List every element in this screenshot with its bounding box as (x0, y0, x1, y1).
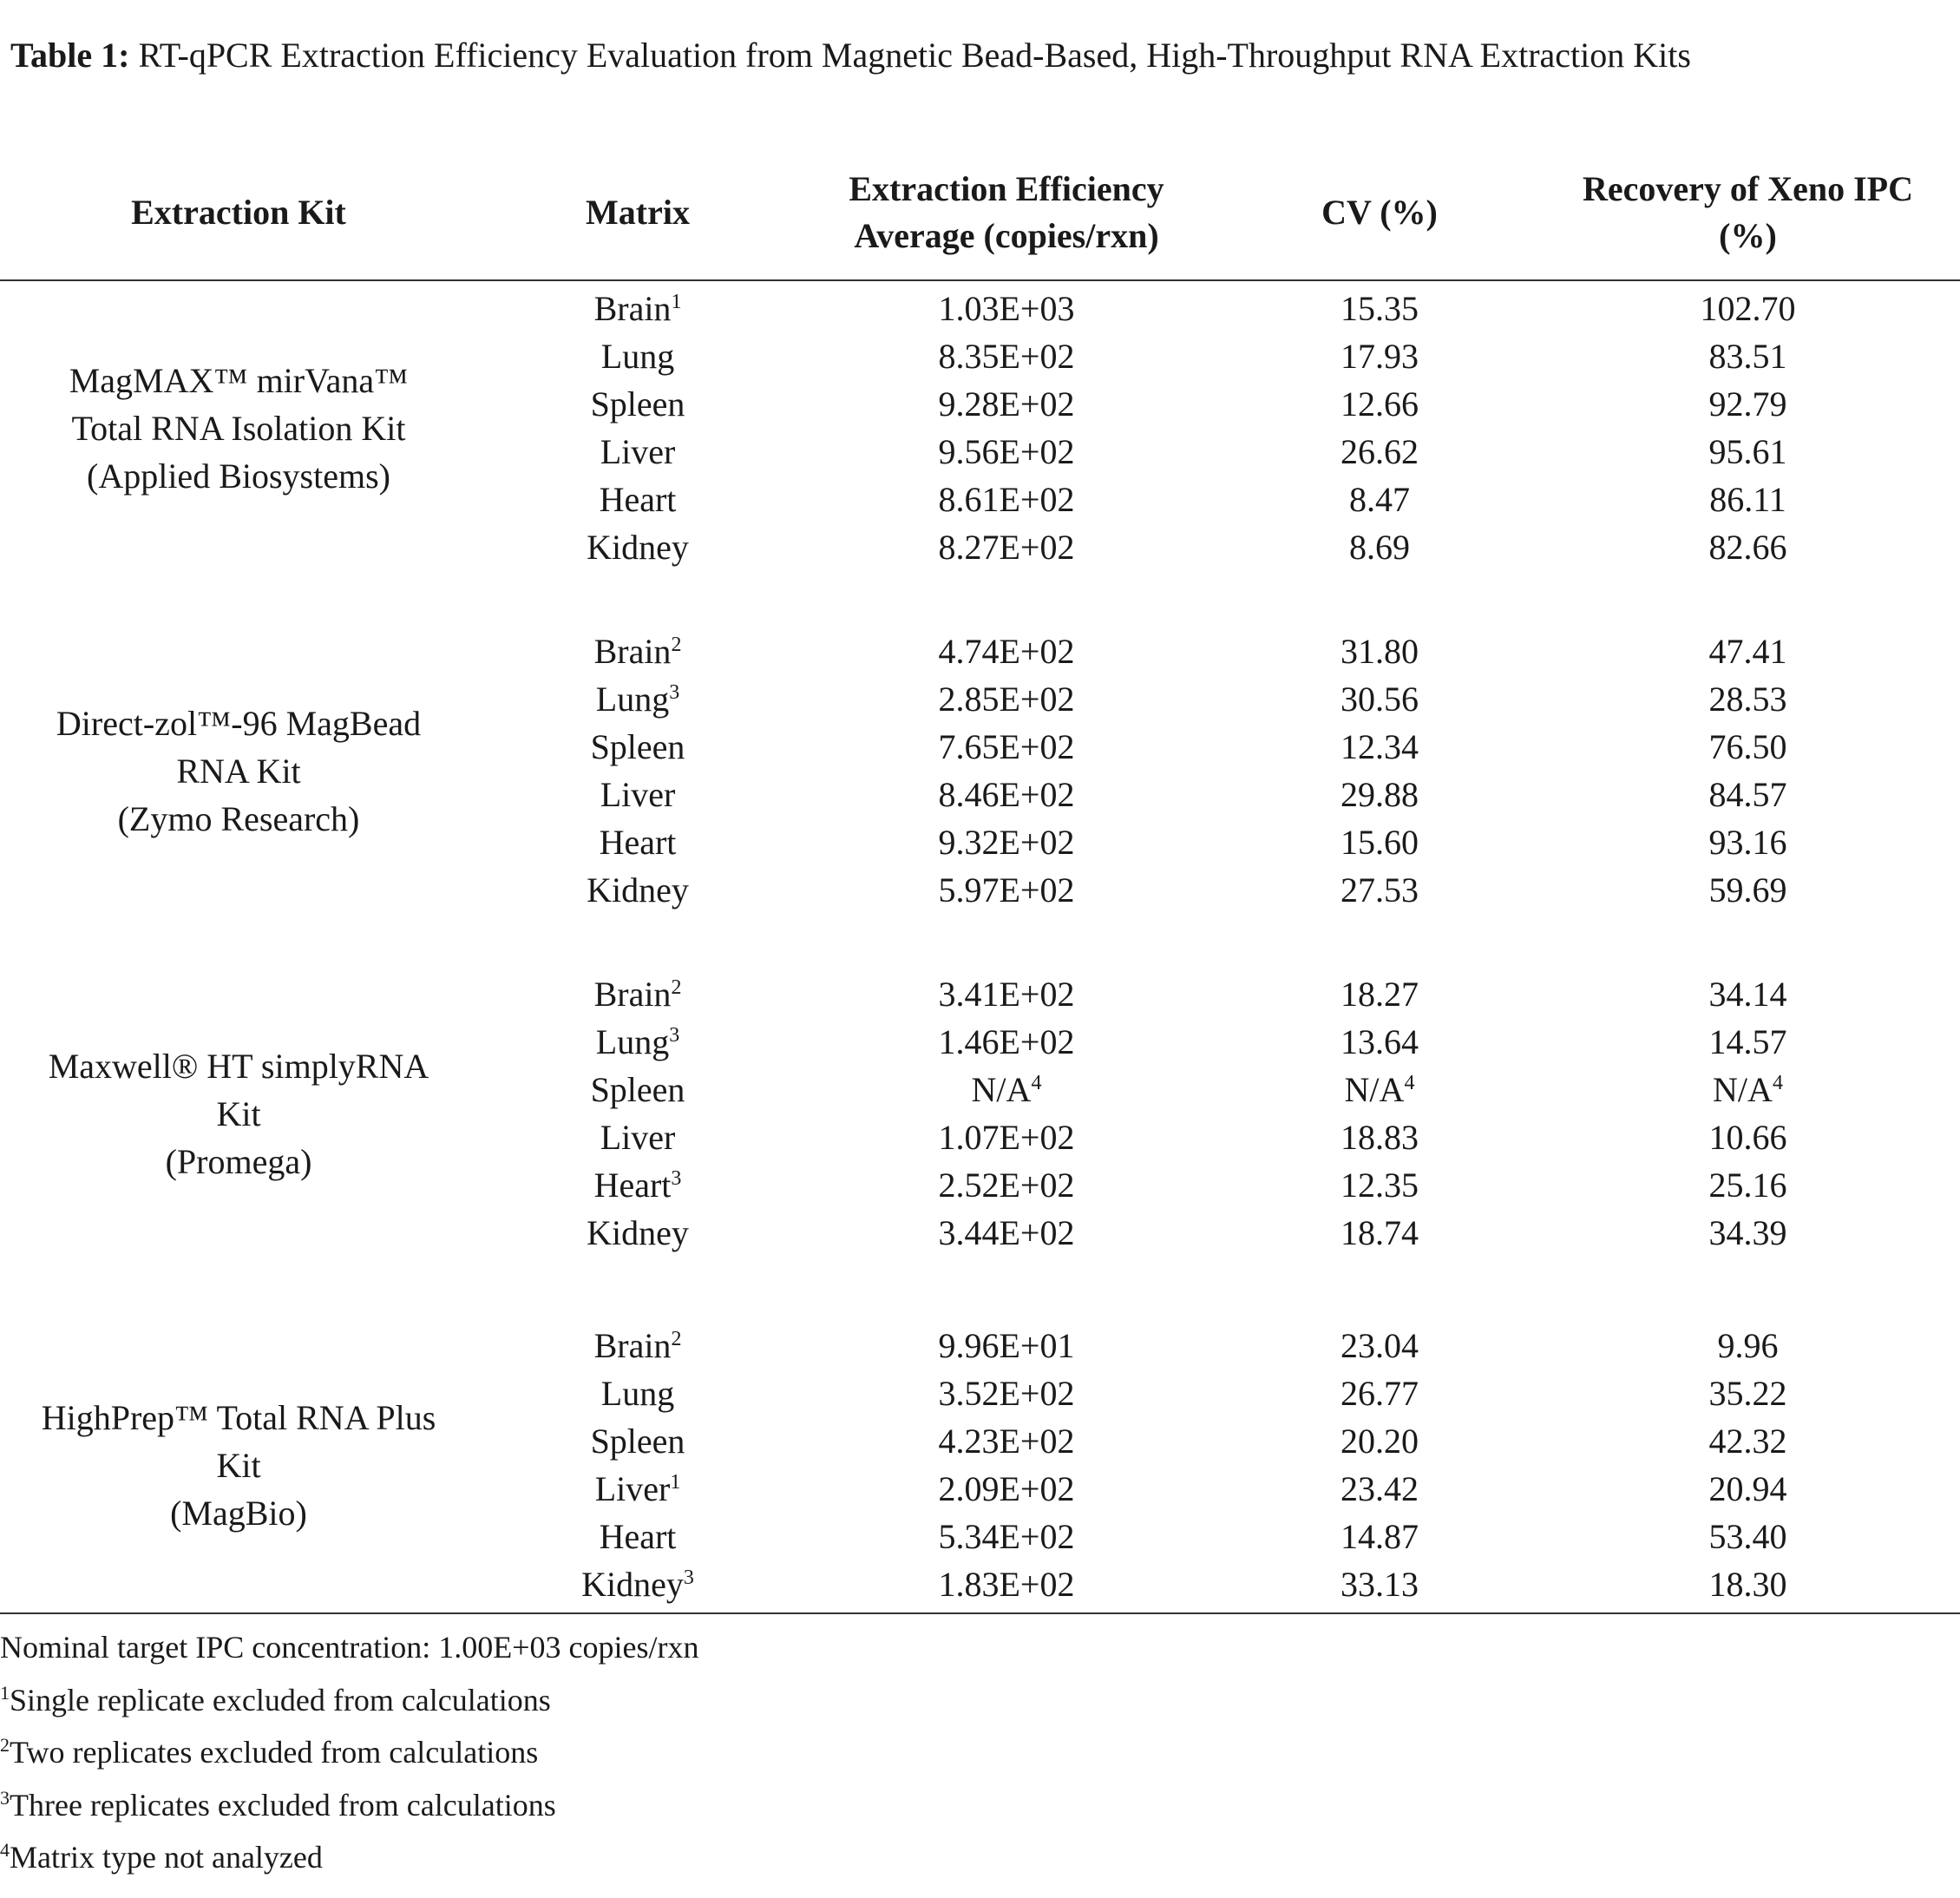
cv-cell: 20.20 (1341, 1422, 1419, 1461)
table-title-label: Table 1: (10, 36, 130, 75)
recovery-cell: 84.57 (1708, 775, 1787, 814)
efficiency-cell: 8.61E+02 (938, 480, 1075, 519)
footnote-marker: 3 (669, 1024, 680, 1047)
efficiency-cell: 9.32E+02 (938, 823, 1075, 862)
footnote-number: 3 (0, 1786, 10, 1809)
efficiency-cell: 4.74E+02 (938, 632, 1075, 671)
table-row (0, 866, 1960, 914)
efficiency-cell: 5.97E+02 (938, 870, 1075, 910)
table-title-text: RT-qPCR Extraction Efficiency Evaluation from Magnetic Bead-Based, High-Throughput RNA Extraction Kits (138, 36, 1691, 75)
footnote-number: 1 (0, 1681, 10, 1704)
kit-group (0, 627, 1960, 914)
kit-name-line: Maxwell® HT simplyRNA (48, 1046, 429, 1086)
efficiency-cell: 3.52E+02 (938, 1374, 1075, 1413)
cv-cell: 18.27 (1341, 975, 1419, 1014)
footnote-marker: 1 (670, 1471, 681, 1494)
matrix-cell: Kidney (587, 870, 689, 910)
table-row (0, 1066, 1960, 1113)
efficiency-cell: 9.56E+02 (938, 432, 1075, 471)
recovery-cell: 9.96 (1717, 1326, 1779, 1365)
cv-cell: 23.04 (1341, 1326, 1419, 1365)
recovery-cell: 35.22 (1708, 1374, 1787, 1413)
table-row (0, 380, 1960, 428)
matrix-cell: Brain$^1$ (593, 289, 682, 328)
table-row (0, 476, 1960, 523)
matrix-cell: Liver (600, 1118, 676, 1157)
cv-cell: 23.42 (1341, 1469, 1419, 1508)
footnote-text: Nominal target IPC concentration: 1.00E+03 copies/rxn (0, 1630, 699, 1665)
table-row (0, 1018, 1960, 1066)
matrix-cell: Kidney$^3$ (581, 1565, 694, 1604)
efficiency-cell: 9.96E+01 (938, 1326, 1075, 1365)
table-bottom-rule (0, 1612, 1960, 1614)
kit-group (0, 1322, 1960, 1608)
footnote (0, 1674, 698, 1727)
table-header (0, 148, 1960, 278)
matrix-cell: Brain$^2$ (593, 1326, 682, 1365)
recovery-cell: 14.57 (1708, 1022, 1787, 1061)
header-extraction-kit: Extraction Kit (131, 193, 346, 232)
recovery-cell: $N/A^4$ (1713, 1070, 1783, 1109)
efficiency-cell: 2.85E+02 (938, 680, 1075, 719)
recovery-cell: 59.69 (1708, 870, 1787, 910)
footnote (0, 1726, 698, 1779)
recovery-cell: 34.39 (1708, 1213, 1787, 1252)
matrix-cell: Heart$^3$ (593, 1166, 682, 1205)
footnote (0, 1621, 698, 1674)
header-cv: CV (%) (1321, 193, 1438, 232)
table-row (0, 285, 1960, 332)
table-row (0, 970, 1960, 1018)
table-row (0, 818, 1960, 866)
recovery-cell: 86.11 (1709, 480, 1786, 519)
cv-cell: 26.62 (1341, 432, 1419, 471)
table-title (10, 35, 1691, 76)
cv-cell: 8.47 (1349, 480, 1410, 519)
efficiency-cell: 1.03E+03 (938, 289, 1075, 328)
efficiency-cell: 8.27E+02 (938, 528, 1075, 567)
efficiency-cell: 8.46E+02 (938, 775, 1075, 814)
cv-cell: $N/A^4$ (1344, 1070, 1415, 1109)
matrix-cell: Lung (600, 337, 675, 376)
efficiency-cell: 3.41E+02 (938, 975, 1075, 1014)
table-row (0, 1417, 1960, 1465)
kit-name-line: Direct-zol™-96 MagBead (56, 703, 422, 743)
kit-name-line: Kit (216, 1445, 261, 1485)
cv-cell: 30.56 (1341, 680, 1419, 719)
kit-name-line: (Applied Biosystems) (87, 456, 390, 496)
cv-cell: 12.35 (1341, 1166, 1419, 1205)
footnote-marker: 2 (671, 1328, 682, 1350)
matrix-cell: Spleen (590, 727, 685, 766)
recovery-cell: 20.94 (1708, 1469, 1787, 1508)
cv-cell: 27.53 (1341, 870, 1419, 910)
cv-cell: 18.83 (1341, 1118, 1419, 1157)
kit-name-line: Kit (216, 1093, 261, 1133)
recovery-cell: 34.14 (1708, 975, 1787, 1014)
matrix-cell: Brain$^2$ (593, 975, 682, 1014)
recovery-cell: 92.79 (1708, 384, 1787, 424)
footnotes (0, 1621, 698, 1884)
footnote-marker: 1 (671, 291, 682, 313)
cv-cell: 8.69 (1349, 528, 1410, 567)
recovery-cell: 82.66 (1708, 528, 1787, 567)
table-row (0, 675, 1960, 723)
matrix-cell: Heart (599, 823, 677, 862)
table-row (0, 332, 1960, 380)
efficiency-cell: 9.28E+02 (938, 384, 1075, 424)
kit-name-line: MagMAX™ mirVana™ (69, 360, 409, 400)
matrix-cell: Spleen (590, 1422, 685, 1461)
cv-cell: 14.87 (1341, 1517, 1419, 1556)
table-row (0, 1113, 1960, 1161)
matrix-cell: Lung$^3$ (595, 680, 680, 719)
recovery-cell: 47.41 (1708, 632, 1787, 671)
recovery-cell: 42.32 (1708, 1422, 1787, 1461)
footnote-marker: 3 (683, 1566, 694, 1589)
header-divider (0, 279, 1960, 281)
header-matrix: Matrix (586, 193, 690, 232)
matrix-cell: Kidney (587, 1213, 689, 1252)
recovery-cell: 28.53 (1708, 680, 1787, 719)
recovery-cell: 93.16 (1708, 823, 1787, 862)
table-row (0, 723, 1960, 771)
footnote (0, 1831, 698, 1884)
footnote-marker: 4 (1404, 1072, 1415, 1094)
recovery-cell: 10.66 (1708, 1118, 1787, 1157)
efficiency-cell: 1.83E+02 (938, 1565, 1075, 1604)
footnote-marker: 3 (669, 681, 680, 704)
matrix-cell: Liver (600, 432, 676, 471)
efficiency-cell: 2.09E+02 (938, 1469, 1075, 1508)
cv-cell: 12.34 (1341, 727, 1419, 766)
table-row (0, 523, 1960, 571)
efficiency-cell: 4.23E+02 (938, 1422, 1075, 1461)
table-row (0, 428, 1960, 476)
efficiency-cell: 1.46E+02 (938, 1022, 1075, 1061)
kit-group (0, 285, 1960, 571)
efficiency-cell: 1.07E+02 (938, 1118, 1075, 1157)
table-row (0, 1513, 1960, 1560)
cv-cell: 26.77 (1341, 1374, 1419, 1413)
table-row (0, 1560, 1960, 1608)
matrix-cell: Kidney (587, 528, 689, 567)
footnote (0, 1779, 698, 1832)
footnote-text: Two replicates excluded from calculations (10, 1735, 539, 1770)
footnote-marker: 2 (671, 976, 682, 999)
efficiency-cell: 8.35E+02 (938, 337, 1075, 376)
table-row (0, 771, 1960, 818)
recovery-cell: 102.70 (1700, 289, 1796, 328)
recovery-cell: 83.51 (1708, 337, 1787, 376)
recovery-cell: 53.40 (1708, 1517, 1787, 1556)
cv-cell: 15.35 (1341, 289, 1419, 328)
recovery-cell: 18.30 (1708, 1565, 1787, 1604)
matrix-cell: Lung$^3$ (595, 1022, 680, 1061)
cv-cell: 33.13 (1341, 1565, 1419, 1604)
efficiency-cell: 3.44E+02 (938, 1213, 1075, 1252)
matrix-cell: Lung (600, 1374, 675, 1413)
efficiency-cell: $N/A^4$ (971, 1070, 1042, 1109)
table-row (0, 1369, 1960, 1417)
recovery-cell: 95.61 (1708, 432, 1787, 471)
header-extraction-efficiency: Extraction Efficiency Average (copies/rxn) (849, 169, 1164, 255)
recovery-cell: 25.16 (1708, 1166, 1787, 1205)
matrix-cell: Brain$^2$ (593, 632, 682, 671)
footnote-number: 4 (0, 1839, 10, 1861)
cv-cell: 13.64 (1341, 1022, 1419, 1061)
cv-cell: 29.88 (1341, 775, 1419, 814)
matrix-cell: Heart (599, 1517, 677, 1556)
kit-group (0, 970, 1960, 1257)
footnote-text: Matrix type not analyzed (10, 1840, 323, 1875)
efficiency-cell: 5.34E+02 (938, 1517, 1075, 1556)
footnote-marker: 4 (1031, 1072, 1042, 1094)
footnote-text: Single replicate excluded from calculations (10, 1682, 551, 1717)
kit-name-line: HighPrep™ Total RNA Plus (41, 1397, 436, 1437)
table-row (0, 1161, 1960, 1209)
cv-cell: 17.93 (1341, 337, 1419, 376)
table-row (0, 1322, 1960, 1369)
matrix-cell: Spleen (590, 384, 685, 424)
kit-name-line: Total RNA Isolation Kit (71, 408, 406, 448)
efficiency-cell: 7.65E+02 (938, 727, 1075, 766)
cv-cell: 12.66 (1341, 384, 1419, 424)
kit-name-line: (MagBio) (170, 1493, 307, 1533)
kit-name-line: RNA Kit (176, 751, 301, 791)
matrix-cell: Heart (599, 480, 677, 519)
footnote-marker: 2 (671, 634, 682, 656)
matrix-cell: Spleen (590, 1070, 685, 1109)
recovery-cell: 76.50 (1708, 727, 1787, 766)
matrix-cell: Liver (600, 775, 676, 814)
kit-name-line: (Zymo Research) (117, 798, 360, 838)
cv-cell: 15.60 (1341, 823, 1419, 862)
cv-cell: 31.80 (1341, 632, 1419, 671)
footnote-marker: 4 (1772, 1072, 1783, 1094)
table-row (0, 1209, 1960, 1257)
header-recovery: Recovery of Xeno IPC (%) (1583, 169, 1913, 255)
efficiency-cell: 2.52E+02 (938, 1166, 1075, 1205)
cv-cell: 18.74 (1341, 1213, 1419, 1252)
table-row (0, 1465, 1960, 1513)
footnote-number: 2 (0, 1734, 10, 1756)
matrix-cell: Liver$^1$ (594, 1469, 681, 1508)
footnote-text: Three replicates excluded from calculations (10, 1787, 556, 1822)
kit-name-line: (Promega) (165, 1141, 312, 1181)
table-row (0, 627, 1960, 675)
footnote-marker: 3 (671, 1167, 682, 1190)
